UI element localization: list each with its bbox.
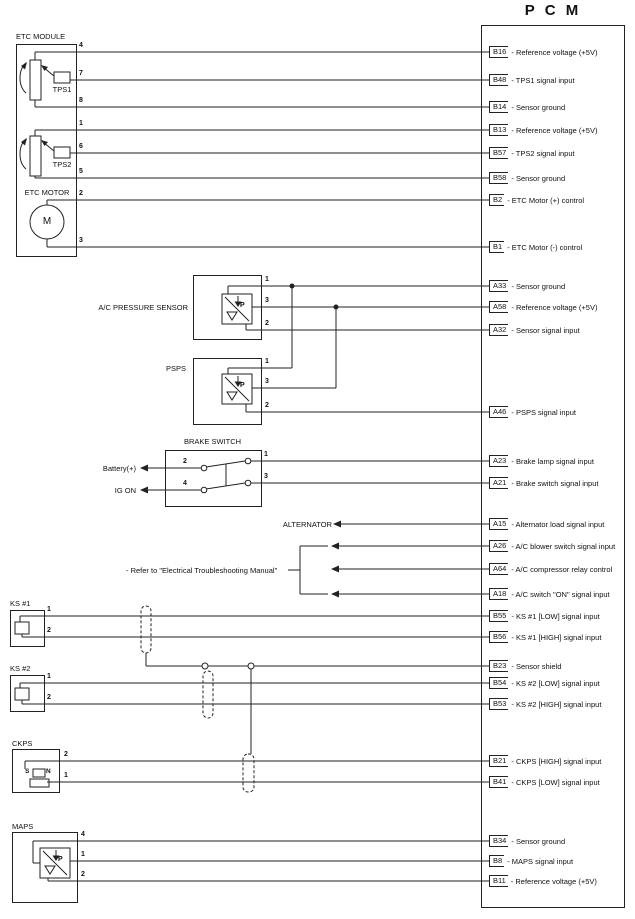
pcm-pin-desc: - MAPS signal input xyxy=(507,856,574,866)
psps-box xyxy=(193,358,262,425)
pin-number: 1 xyxy=(265,358,269,365)
pcm-pin-desc: - KS #1 [LOW] signal input xyxy=(511,611,600,621)
pin-number: 1 xyxy=(47,673,51,680)
pcm-pin-desc: - KS #1 [HIGH] signal input xyxy=(511,632,602,642)
pcm-pin-id: A58 xyxy=(489,301,508,313)
pin-number: 1 xyxy=(79,120,83,127)
pcm-pin-row xyxy=(489,874,597,888)
pcm-pin-row xyxy=(489,146,575,160)
etc-module-label: ETC MODULE xyxy=(16,32,66,41)
pcm-pin-desc: - A/C blower switch signal input xyxy=(511,541,616,551)
brake-switch-label: BRAKE SWITCH xyxy=(183,437,242,446)
pcm-pin-row xyxy=(489,405,576,419)
pin-number: 1 xyxy=(64,772,68,779)
pcm-pin-desc: - Reference voltage (+5V) xyxy=(510,876,597,886)
pcm-pin-row xyxy=(489,562,612,576)
pcm-pin-desc: - A/C switch "ON" signal input xyxy=(511,589,610,599)
pcm-pin-row xyxy=(489,834,565,848)
pcm-pin-desc: - Reference voltage (+5V) xyxy=(511,47,598,57)
pcm-pin-row xyxy=(489,517,604,531)
pcm-pin-id: B16 xyxy=(489,46,508,58)
pcm-pin-row xyxy=(489,73,575,87)
maps-label: MAPS xyxy=(12,822,34,831)
pcm-pin-desc: - Sensor ground xyxy=(511,836,566,846)
pin-number: 2 xyxy=(265,402,269,409)
pin-number: 3 xyxy=(265,297,269,304)
pcm-pin-desc: - ETC Motor (-) control xyxy=(507,242,583,252)
pcm-pin-id: B55 xyxy=(489,610,508,622)
pcm-pin-row xyxy=(489,193,584,207)
pcm-title: P C M xyxy=(524,2,582,19)
pcm-pin-desc: - TPS2 signal input xyxy=(511,148,575,158)
pcm-pin-desc: - Brake switch signal input xyxy=(511,478,599,488)
psps-label: PSPS xyxy=(165,364,186,373)
pin-number: 4 xyxy=(81,831,85,838)
pcm-pin-desc: - KS #2 [LOW] signal input xyxy=(511,678,600,688)
pcm-pin-id: A46 xyxy=(489,406,508,418)
maps-box xyxy=(12,832,78,903)
pcm-pin-desc: - TPS1 signal input xyxy=(511,75,575,85)
ks1-label: KS #1 xyxy=(10,599,31,608)
ks2-label: KS #2 xyxy=(10,664,31,673)
pcm-pin-id: A23 xyxy=(489,455,508,467)
pin-number: 4 xyxy=(183,480,187,487)
pcm-pin-desc: - Brake lamp signal input xyxy=(511,456,594,466)
pcm-pin-row xyxy=(489,854,573,868)
pcm-pin-id: B2 xyxy=(489,194,504,206)
pin-number: 3 xyxy=(264,473,268,480)
pcm-pin-row xyxy=(489,587,610,601)
pcm-pin-id: B23 xyxy=(489,660,508,672)
pcm-pin-id: A64 xyxy=(489,563,508,575)
pcm-pin-id: B48 xyxy=(489,74,508,86)
pcm-pin-id: A21 xyxy=(489,477,508,489)
pcm-pin-id: B1 xyxy=(489,241,504,253)
etc-motor-label: ETC MOTOR xyxy=(24,188,70,197)
pcm-pin-id: A26 xyxy=(489,540,508,552)
pressure-p-label: P xyxy=(240,382,245,389)
pcm-pin-id: A32 xyxy=(489,324,508,336)
refer-note-label: - Refer to "Electrical Troubleshooting Manual" xyxy=(126,566,278,575)
pin-number: 7 xyxy=(79,70,83,77)
ckps-s-label: S xyxy=(25,768,30,775)
pin-number: 6 xyxy=(79,143,83,150)
pcm-pin-desc: - A/C compressor relay control xyxy=(511,564,613,574)
pcm-pin-row xyxy=(489,754,601,768)
pcm-pin-desc: - Sensor ground xyxy=(511,281,566,291)
pcm-pin-desc: - CKPS [LOW] signal input xyxy=(511,777,600,787)
pcm-pin-row xyxy=(489,240,582,254)
pressure-p-label: P xyxy=(240,302,245,309)
pcm-pin-desc: - Sensor shield xyxy=(511,661,562,671)
pcm-pin-id: A33 xyxy=(489,280,508,292)
pcm-pin-desc: - PSPS signal input xyxy=(511,407,576,417)
pcm-pin-row xyxy=(489,454,594,468)
pcm-pin-id: B13 xyxy=(489,124,508,136)
pcm-pin-row xyxy=(489,676,600,690)
pcm-pin-desc: - Reference voltage (+5V) xyxy=(511,125,598,135)
tps1-label: TPS1 xyxy=(52,85,72,94)
pcm-pin-desc: - CKPS [HIGH] signal input xyxy=(511,756,602,766)
pin-number: 5 xyxy=(79,168,83,175)
tps2-label: TPS2 xyxy=(52,160,72,169)
pcm-pin-row xyxy=(489,123,597,137)
pcm-pin-id: B57 xyxy=(489,147,508,159)
pin-number: 8 xyxy=(79,97,83,104)
brake-switch-box xyxy=(165,450,262,507)
battery-label: Battery(+) xyxy=(102,464,136,473)
pcm-pin-row xyxy=(489,279,565,293)
shield-capsules xyxy=(141,606,254,792)
pcm-pin-row xyxy=(489,300,597,314)
pcm-pin-id: B53 xyxy=(489,698,508,710)
ac-pressure-sensor-box xyxy=(193,275,262,340)
pin-number: 4 xyxy=(79,42,83,49)
pcm-pin-desc: - Sensor ground xyxy=(511,173,566,183)
alternator-label: ALTERNATOR xyxy=(282,520,332,529)
pcm-pin-row xyxy=(489,476,598,490)
pcm-pin-id: B56 xyxy=(489,631,508,643)
pcm-pin-id: A15 xyxy=(489,518,508,530)
pin-number: 2 xyxy=(265,320,269,327)
motor-m-label: M xyxy=(42,216,52,227)
pcm-pin-desc: - Reference voltage (+5V) xyxy=(511,302,598,312)
pcm-pin-id: B21 xyxy=(489,755,508,767)
pin-number: 1 xyxy=(81,851,85,858)
ks2-box xyxy=(10,675,45,712)
pcm-pin-id: B41 xyxy=(489,776,508,788)
pcm-pin-row xyxy=(489,697,601,711)
pcm-pin-desc: - ETC Motor (+) control xyxy=(507,195,585,205)
pcm-pin-desc: - Sensor signal input xyxy=(511,325,580,335)
pcm-pin-row xyxy=(489,609,600,623)
pin-number: 2 xyxy=(183,458,187,465)
pcm-pin-row xyxy=(489,659,561,673)
pcm-pin-row xyxy=(489,775,600,789)
pin-number: 3 xyxy=(79,237,83,244)
pcm-pin-desc: - KS #2 [HIGH] signal input xyxy=(511,699,602,709)
pcm-pin-id: B8 xyxy=(489,855,504,867)
pcm-pin-row xyxy=(489,323,580,337)
pcm-pin-row xyxy=(489,539,615,553)
pcm-pin-id: B58 xyxy=(489,172,508,184)
pcm-pin-id: B11 xyxy=(489,875,508,887)
pcm-pin-row xyxy=(489,171,565,185)
pin-number: 2 xyxy=(79,190,83,197)
pressure-p-label: P xyxy=(58,856,63,863)
pin-number: 2 xyxy=(47,627,51,634)
pin-number: 2 xyxy=(64,751,68,758)
pin-number: 2 xyxy=(81,871,85,878)
pin-number: 1 xyxy=(264,451,268,458)
pin-number: 2 xyxy=(47,694,51,701)
pin-number: 1 xyxy=(265,276,269,283)
pcm-pin-desc: - Sensor ground xyxy=(511,102,566,112)
ckps-box xyxy=(12,749,60,793)
ckps-label: CKPS xyxy=(12,739,33,748)
ckps-n-label: N xyxy=(46,768,51,775)
pcm-pin-row xyxy=(489,630,601,644)
pcm-pin-row xyxy=(489,45,597,59)
ac-pressure-sensor-label: A/C PRESSURE SENSOR xyxy=(98,303,188,312)
pin-number: 1 xyxy=(47,606,51,613)
pcm-pin-row xyxy=(489,100,565,114)
ig-on-label: IG ON xyxy=(114,486,136,495)
pcm-pin-id: B54 xyxy=(489,677,508,689)
pcm-pin-id: B14 xyxy=(489,101,508,113)
pcm-pin-desc: - Alternator load signal input xyxy=(511,519,605,529)
pcm-pin-id: B34 xyxy=(489,835,508,847)
pin-number: 3 xyxy=(265,378,269,385)
pcm-pin-id: A18 xyxy=(489,588,508,600)
ks1-box xyxy=(10,610,45,647)
